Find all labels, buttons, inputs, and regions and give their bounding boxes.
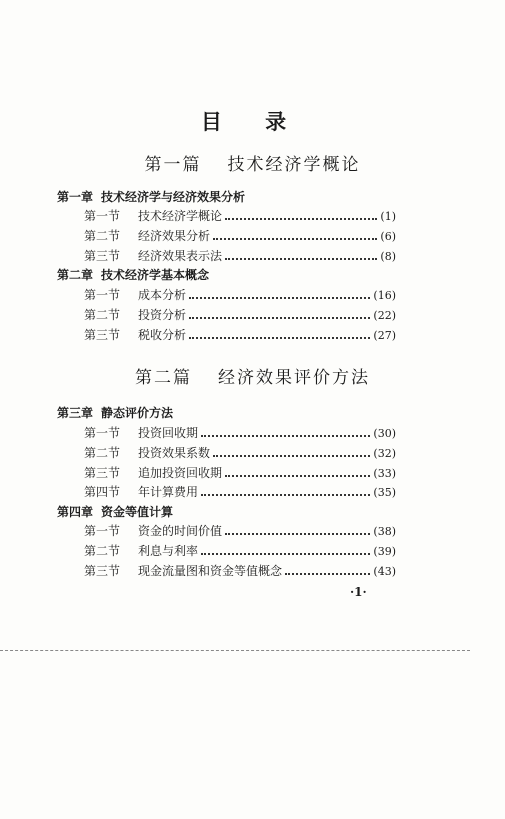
chapter-heading-1: [57, 188, 245, 205]
section-number: 第一节: [84, 209, 121, 223]
toc-entry[interactable]: [84, 464, 396, 480]
part-label: 第二篇: [135, 368, 192, 388]
part-heading-1: [0, 150, 505, 175]
dot-leader: [201, 427, 370, 437]
section-page: (8): [380, 250, 396, 263]
section-page: (39): [373, 545, 396, 558]
toc-entry[interactable]: [84, 424, 396, 440]
dot-leader: [225, 467, 370, 477]
section-number: 第三节: [84, 328, 121, 342]
section-name: 现金流量图和资金等值概念: [138, 564, 283, 578]
chapter-label: 第一章: [57, 190, 94, 204]
toc-entry[interactable]: [84, 326, 396, 342]
section-name: 成本分析: [138, 288, 187, 302]
chapter-heading-4: [57, 503, 173, 520]
dot-leader: [189, 289, 370, 299]
section-page: (32): [373, 447, 396, 460]
part-label: 第一篇: [144, 155, 202, 175]
section-page: (38): [373, 525, 396, 538]
section-number: 第一节: [84, 426, 121, 440]
dot-leader: [201, 545, 370, 555]
section-number: 第二节: [84, 446, 121, 460]
section-number: 第二节: [84, 229, 121, 243]
toc-entry[interactable]: [84, 227, 396, 243]
section-number: 第三节: [84, 249, 121, 263]
dot-leader: [189, 329, 370, 339]
section-name: 税收分析: [138, 328, 187, 342]
dot-leader: [213, 230, 377, 240]
dot-leader: [225, 210, 377, 220]
section-page: (27): [373, 329, 396, 342]
section-number: 第一节: [84, 524, 121, 538]
toc-entry[interactable]: [84, 444, 396, 460]
dot-leader: [285, 565, 370, 575]
chapter-name: 技术经济学与经济效果分析: [101, 190, 246, 204]
section-page: (6): [380, 230, 396, 243]
chapter-name: 静态评价方法: [101, 406, 174, 420]
section-page: (43): [373, 565, 396, 578]
section-name: 经济效果分析: [138, 229, 211, 243]
toc-entry[interactable]: [84, 542, 396, 558]
bottom-rule: [0, 650, 470, 651]
section-number: 第四节: [84, 485, 121, 499]
toc-entry[interactable]: [84, 247, 396, 263]
section-page: (1): [380, 210, 396, 223]
section-page: (35): [373, 486, 396, 499]
section-name: 追加投资回收期: [138, 466, 223, 480]
toc-entry[interactable]: [84, 522, 396, 538]
dot-leader: [225, 525, 370, 535]
dot-leader: [213, 447, 370, 457]
toc-entry[interactable]: [84, 483, 396, 499]
section-name: 资金的时间价值: [138, 524, 223, 538]
part-name: 技术经济学概论: [227, 155, 361, 175]
section-page: (30): [373, 427, 396, 440]
section-name: 经济效果表示法: [138, 249, 223, 263]
toc-entry[interactable]: [84, 207, 396, 223]
part-name: 经济效果评价方法: [218, 368, 370, 388]
chapter-heading-3: [57, 404, 173, 421]
section-number: 第二节: [84, 308, 121, 322]
chapter-heading-2: [57, 266, 209, 283]
section-name: 利息与利率: [138, 544, 199, 558]
chapter-label: 第三章: [57, 406, 94, 420]
page-title: 目 录: [200, 110, 305, 134]
chapter-label: 第二章: [57, 268, 94, 282]
dot-leader: [225, 250, 377, 260]
section-name: 投资回收期: [138, 426, 199, 440]
chapter-name: 技术经济学基本概念: [101, 268, 210, 282]
page-number: ·1·: [350, 585, 367, 599]
toc-entry[interactable]: [84, 306, 396, 322]
section-page: (16): [373, 289, 396, 302]
chapter-name: 资金等值计算: [101, 505, 174, 519]
section-name: 年计算费用: [138, 485, 199, 499]
dot-leader: [201, 486, 370, 496]
chapter-label: 第四章: [57, 505, 94, 519]
toc-entry[interactable]: [84, 286, 396, 302]
section-number: 第二节: [84, 544, 121, 558]
part-heading-2: [0, 363, 505, 388]
section-number: 第一节: [84, 288, 121, 302]
section-page: (33): [373, 467, 396, 480]
section-page: (22): [373, 309, 396, 322]
toc-entry[interactable]: [84, 562, 396, 578]
section-number: 第三节: [84, 564, 121, 578]
section-number: 第三节: [84, 466, 121, 480]
section-name: 技术经济学概论: [138, 209, 223, 223]
section-name: 投资分析: [138, 308, 187, 322]
section-name: 投资效果系数: [138, 446, 211, 460]
dot-leader: [189, 309, 370, 319]
